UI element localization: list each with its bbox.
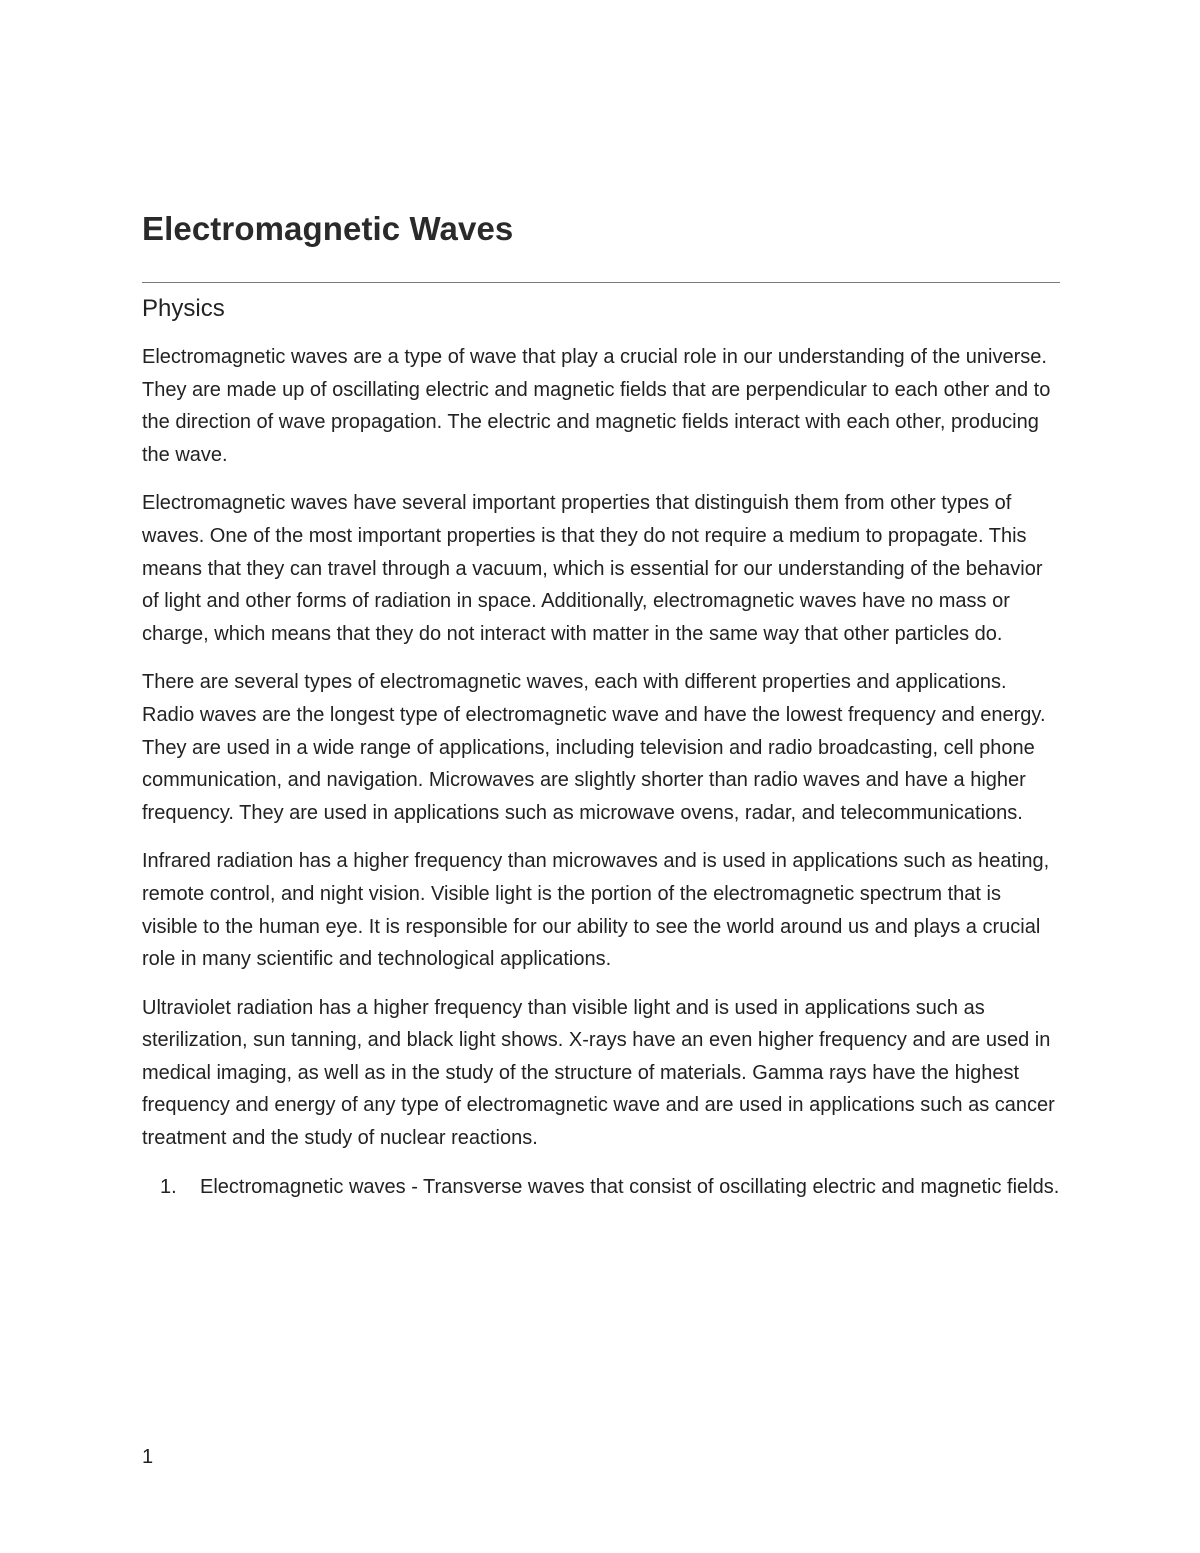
paragraph-3: There are several types of electromagnetic waves, each with different properties and applications. Radio waves are the longest type of electromagnetic wave and have the lowest frequency and energy. They are used in a wide range of applications, including television and radio broadcasting, cell phone communication, and navigation. Microwaves are slightly shorter than radio waves and have a higher frequency. They are used in applications such as microwave ovens, radar, and telecommunications. bbox=[142, 671, 1046, 824]
paragraph-5: Ultraviolet radiation has a higher frequency than visible light and is used in applications such as sterilization, sun tanning, and black light shows. X-rays have an even higher frequency and are used in medical imaging, as well as in the study of the structure of materials. Gamma rays have the highest frequency and energy of any type of electromagnetic wave and are used in applications such as cancer treatment and the study of nuclear reactions. bbox=[142, 996, 1055, 1150]
list-item-text: Electromagnetic waves - Transverse waves that consist of oscillating electric and magnetic fields. bbox=[200, 1175, 1060, 1198]
paragraph-4: Infrared radiation has a higher frequency than microwaves and is used in applications such as heating, remote control, and night vision. Visible light is the portion of the electromagnetic spectrum that is visible to the human eye. It is responsible for our ability to see the world around us and plays a crucial role in many scientific and technological applications. bbox=[142, 850, 1050, 971]
page-number: 1 bbox=[142, 1446, 154, 1468]
document-title: Electromagnetic Waves bbox=[142, 210, 514, 247]
page-content bbox=[142, 206, 1060, 1203]
paragraph-2: Electromagnetic waves have several important properties that distinguish them from other types of waves. One of the most important properties is that they do not require a medium to propagate. This means that they can travel through a vacuum, which is essential for our understanding of the behavior of light and other forms of radiation in space. Additionally, electromagnetic waves have no mass or charge, which means that they do not interact with matter in the same way that other particles do. bbox=[142, 492, 1043, 645]
title-divider bbox=[142, 282, 1060, 283]
list-item bbox=[142, 1171, 1060, 1204]
list-item-number: 1. bbox=[160, 1175, 177, 1198]
document-subtitle: Physics bbox=[142, 295, 225, 322]
numbered-list bbox=[142, 1171, 1060, 1204]
paragraph-1: Electromagnetic waves are a type of wave that play a crucial role in our understanding of the universe. They are made up of oscillating electric and magnetic fields that are perpendicular to each other and to the direction of wave propagation. The electric and magnetic fields interact with each other, producing the wave. bbox=[142, 346, 1051, 466]
